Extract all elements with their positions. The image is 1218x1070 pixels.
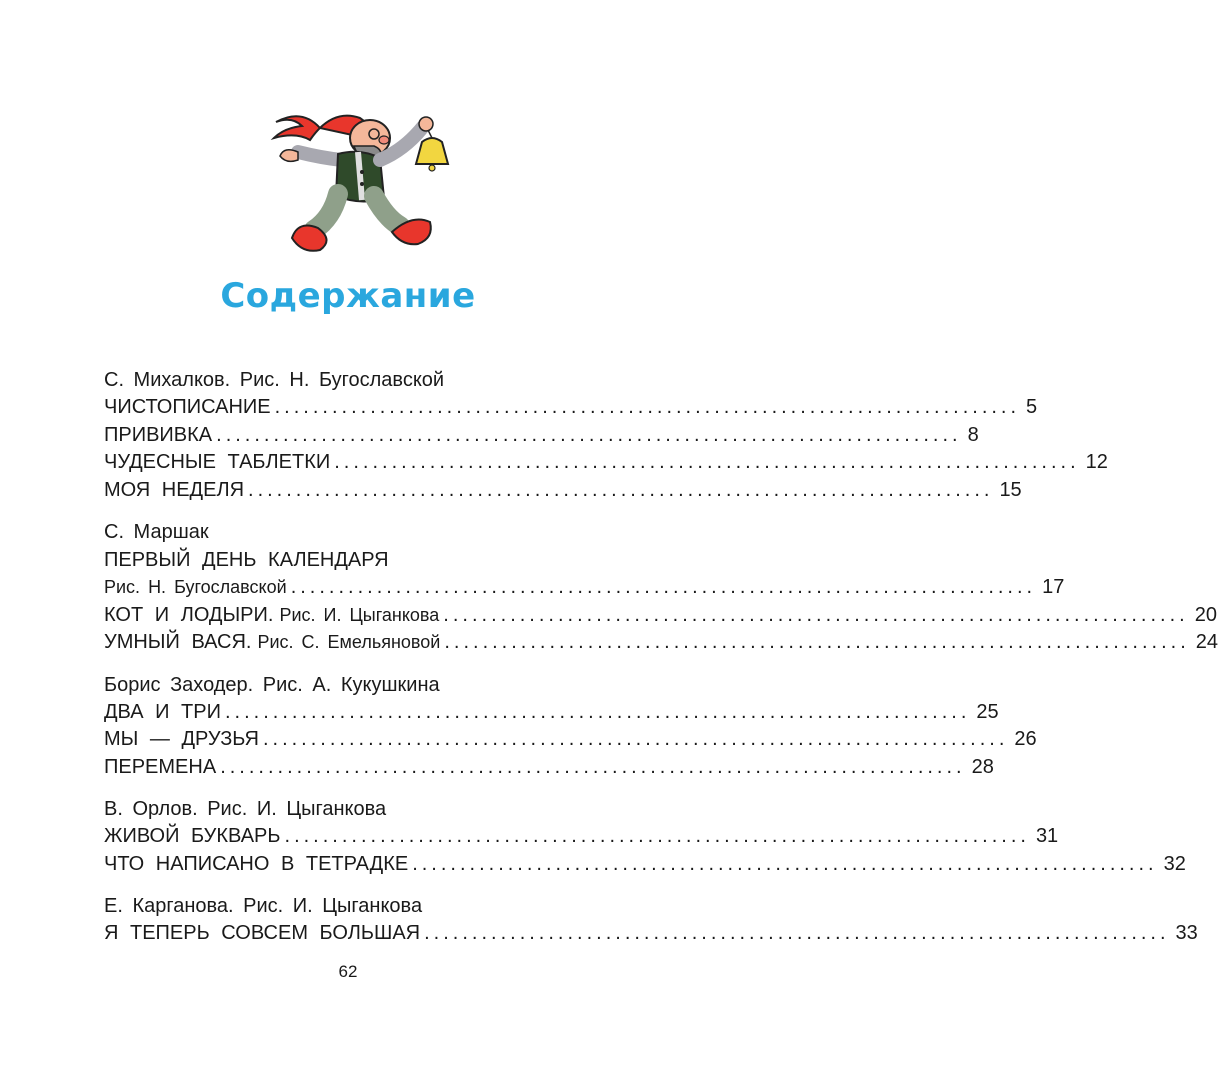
table-of-contents (104, 366, 1218, 962)
entry-title: ЧТО НАПИСАНО В ТЕТРАДКЕ (104, 852, 409, 875)
toc-section-mikhalkov (104, 366, 1108, 504)
entry-page: 5 (1026, 396, 1038, 418)
entry-title[interactable]: ПЕРВЫЙ ДЕНЬ КАЛЕНДАРЯ (104, 549, 389, 571)
entry-title: МЫ — ДРУЗЬЯ (104, 728, 259, 750)
page-number: 62 (338, 962, 358, 981)
entry-page: 15 (999, 478, 1022, 501)
entry-page: 31 (1035, 825, 1059, 847)
section-author: Е. Карганова. Рис. И. Цыганкова (104, 895, 423, 917)
toc-entry[interactable] (104, 699, 999, 727)
entry-title: ЧУДЕСНЫЕ ТАБЛЕТКИ (104, 451, 331, 473)
dot-leader: .............................................................................. (274, 396, 1021, 418)
toc-section-marshak (104, 518, 1218, 657)
toc-entry[interactable] (104, 851, 1186, 879)
entry-page: 25 (976, 700, 999, 723)
dot-leader: .............................................................................. (248, 478, 994, 501)
dot-leader: .............................................................................. (334, 451, 1080, 473)
dot-leader: .............................................................................. (444, 631, 1190, 653)
dot-leader: .............................................................................. (216, 423, 962, 446)
gnome-with-bell-illustration (262, 88, 462, 268)
section-author: Борис Заходер. Рис. А. Кукушкина (104, 673, 440, 696)
entry-page: 32 (1163, 852, 1186, 875)
entry-page: 26 (1014, 728, 1037, 750)
toc-section-karganova (104, 892, 1198, 948)
dot-leader: .............................................................................. (443, 603, 1189, 626)
toc-section-zakhoder (104, 671, 1037, 782)
toc-entry[interactable] (104, 449, 1108, 477)
entry-title: ПЕРЕМЕНА (104, 755, 217, 778)
entry-illustrator: Рис. С. Емельяновой (257, 632, 441, 652)
toc-entry[interactable] (104, 920, 1198, 948)
entry-page: 17 (1042, 576, 1065, 598)
dot-leader: .............................................................................. (412, 852, 1158, 875)
toc-entry[interactable] (104, 422, 979, 450)
entry-title: КОТ И ЛОДЫРИ. (104, 603, 274, 626)
entry-title: МОЯ НЕДЕЛЯ (104, 478, 245, 501)
entry-title: ЧИСТОПИСАНИЕ (104, 396, 271, 418)
toc-entry[interactable] (104, 394, 1038, 422)
entry-illustrator: Рис. И. Цыганкова (279, 604, 440, 625)
toc-entry[interactable] (104, 574, 1065, 602)
toc-entry[interactable] (104, 629, 1218, 657)
entry-illustrator: Рис. Н. Бугославской (104, 577, 287, 597)
section-author: С. Михалков. Рис. Н. Бугославской (104, 369, 445, 391)
entry-title: ПРИВИВКА (104, 423, 213, 446)
dot-leader: .............................................................................. (262, 728, 1009, 750)
dot-leader: .............................................................................. (424, 922, 1170, 944)
entry-title: УМНЫЙ ВАСЯ. (104, 631, 252, 653)
toc-entry[interactable] (104, 477, 1022, 505)
toc-section-orlov (104, 795, 1186, 878)
entry-page: 33 (1175, 922, 1198, 944)
dot-leader: .............................................................................. (224, 700, 971, 723)
entry-title: Я ТЕПЕРЬ СОВСЕМ БОЛЬШАЯ (104, 922, 421, 944)
toc-entry[interactable] (104, 754, 994, 782)
dot-leader: .............................................................................. (220, 755, 966, 778)
section-author: В. Орлов. Рис. И. Цыганкова (104, 798, 387, 820)
entry-page: 28 (971, 755, 994, 778)
entry-page: 24 (1195, 631, 1218, 653)
entry-title: ДВА И ТРИ (104, 700, 221, 723)
contents-title: Содержание (220, 276, 476, 316)
entry-page: 12 (1085, 451, 1108, 473)
entry-page: 8 (967, 423, 979, 446)
entry-page: 20 (1194, 603, 1217, 626)
dot-leader: .............................................................................. (290, 576, 1037, 598)
entry-title: ЖИВОЙ БУКВАРЬ (104, 825, 281, 847)
section-author: С. Маршак (104, 521, 209, 543)
toc-entry[interactable] (104, 726, 1037, 754)
toc-entry[interactable] (104, 602, 1217, 630)
toc-entry[interactable] (104, 823, 1059, 851)
dot-leader: .............................................................................. (284, 825, 1030, 847)
